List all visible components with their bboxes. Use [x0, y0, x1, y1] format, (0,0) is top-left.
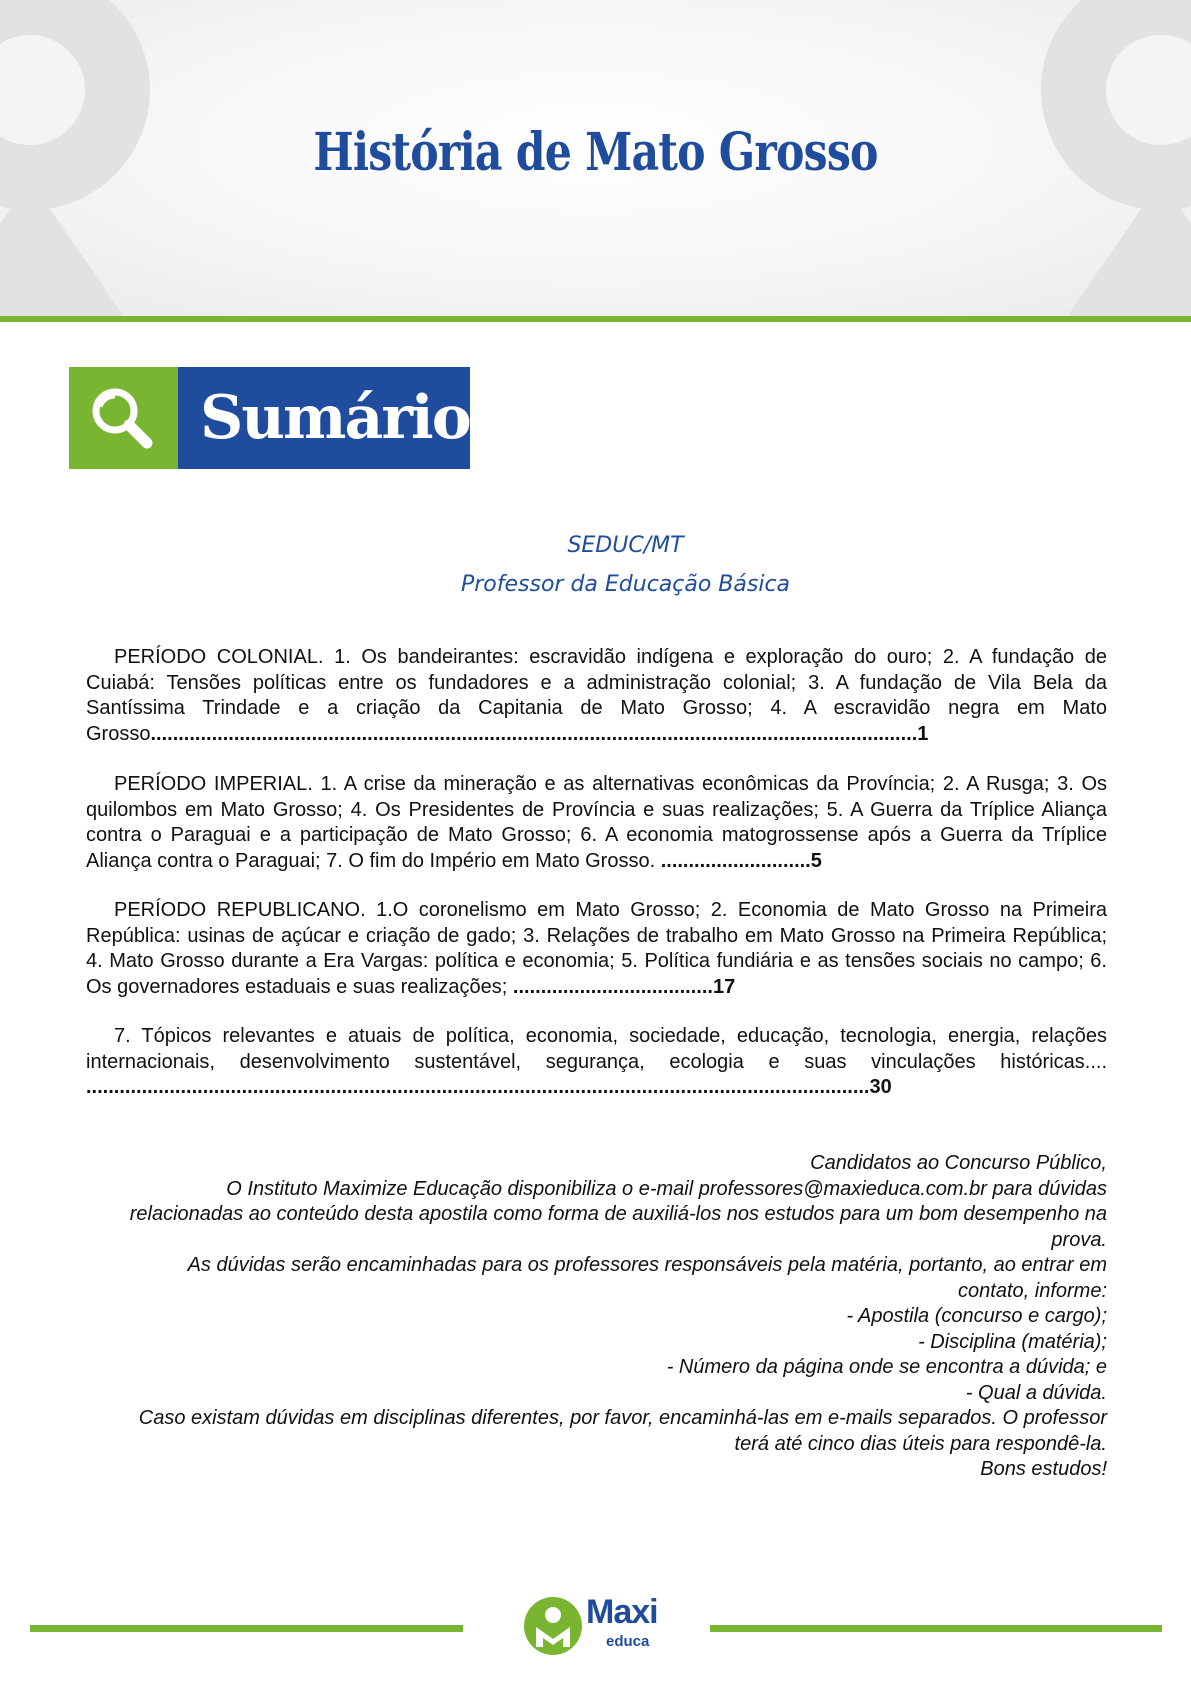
sumario-banner: [69, 367, 470, 469]
notice-item: - Disciplina (matéria);: [918, 1330, 1107, 1353]
toc-page-number: 5: [810, 849, 822, 872]
document-title: História de Mato Grosso: [313, 122, 878, 183]
notice-greeting: Candidatos ao Concurso Público,: [810, 1152, 1107, 1174]
toc-entry: [86, 772, 1107, 874]
toc-leader-dots: .............................................................................................................................................: [86, 1076, 870, 1098]
toc-leader-dots: ...........................: [660, 849, 811, 872]
toc-page-number: 1: [917, 722, 929, 745]
page-header: [0, 0, 1191, 318]
notice-instructions: As dúvidas serão encaminhadas para os professores responsáveis pela matéria, portanto, ao entrar em contato, informe:: [187, 1254, 1107, 1302]
logo-sub-text: educa: [606, 1633, 650, 1650]
header-divider: [0, 316, 1191, 322]
notice-item: - Qual a dúvida.: [965, 1381, 1107, 1404]
toc-entry: [86, 1024, 1107, 1101]
toc-page-number: 17: [712, 975, 736, 998]
magnifier-icon: [69, 367, 178, 469]
footer-line-left: [30, 1625, 463, 1632]
notice-closing: Bons estudos!: [980, 1458, 1107, 1480]
toc-entry-text: 7. Tópicos relevantes e atuais de política, economia, sociedade, educação, tecnologia, energia, relações internacionais, desenvolvimento sustentável, segurança, ecologia e suas vinculações históricas....: [86, 1025, 1107, 1073]
toc-entry-text: PERÍODO IMPERIAL. 1. A crise da mineração e as alternativas econômicas da Província; 2. A Rusga; 3. Os quilombos em Mato Grosso; 4. Os Presidentes de Província e suas realizações; 5. A Guerra da Tríplice Aliança contra o Paraguai e a participação de Mato Grosso; 6. A economia matogrossense após a Guerra da Tríplice Aliança contra o Paraguai; 7. O fim do Império em Mato Grosso.: [86, 773, 1107, 872]
toc-entry-text: PERÍODO COLONIAL. 1. Os bandeirantes: escravidão indígena e exploração do ouro; 2. A fundação de Cuiabá: Tensões políticas entre os fundadores e a administração colonial; 3. A fundação de Vila Bela da Santíssima Trindade e a criação da Capitania de Mato Grosso; 4. A escravidão negra em Mato Grosso: [86, 646, 1107, 745]
maxi-logo-icon: [522, 1595, 584, 1657]
toc-leader-dots: ....................................: [512, 975, 713, 998]
maxi-educa-logo: [522, 1593, 672, 1663]
toc-entry: [86, 898, 1107, 1000]
exam-role: Professor da Educação Básica: [460, 572, 791, 597]
toc-entry-text: PERÍODO REPUBLICANO. 1.O coronelismo em Mato Grosso; 2. Economia de Mato Grosso na Primeira República: usinas de açúcar e criação de gado; 3. Relações de trabalho em Mato Grosso na Primeira República; 4. Mato Grosso durante a Era Vargas: política e economia; 5. Política fundiária e as tensões sociais no campo; 6. Os governadores estaduais e suas realizações;: [86, 899, 1107, 998]
candidate-notice: [120, 1151, 1107, 1483]
footer-line-right: [710, 1625, 1162, 1632]
toc-page-number: 30: [869, 1076, 892, 1098]
notice-item: - Número da página onde se encontra a dúvida; e: [666, 1356, 1107, 1378]
notice-separate-emails: Caso existam dúvidas em disciplinas diferentes, por favor, encaminhá-las em e-mails separados. O professor terá até cinco dias úteis para respondê-la.: [138, 1407, 1107, 1455]
exam-org: SEDUC/MT: [567, 533, 684, 558]
notice-email-info: O Instituto Maximize Educação disponibiliza o e-mail professores@maxieduca.com.br para dúvidas relacionadas ao conteúdo desta apostila como forma de auxiliá-los nos estudos para um bom desempenho na prova.: [129, 1177, 1107, 1251]
toc-entry: [86, 645, 1107, 747]
sumario-label: Sumário: [178, 367, 470, 469]
logo-brand-text: Maxi: [586, 1593, 658, 1631]
toc-leader-dots: ..........................................................................................................................................: [150, 722, 918, 745]
notice-item: - Apostila (concurso e cargo);: [846, 1305, 1107, 1327]
